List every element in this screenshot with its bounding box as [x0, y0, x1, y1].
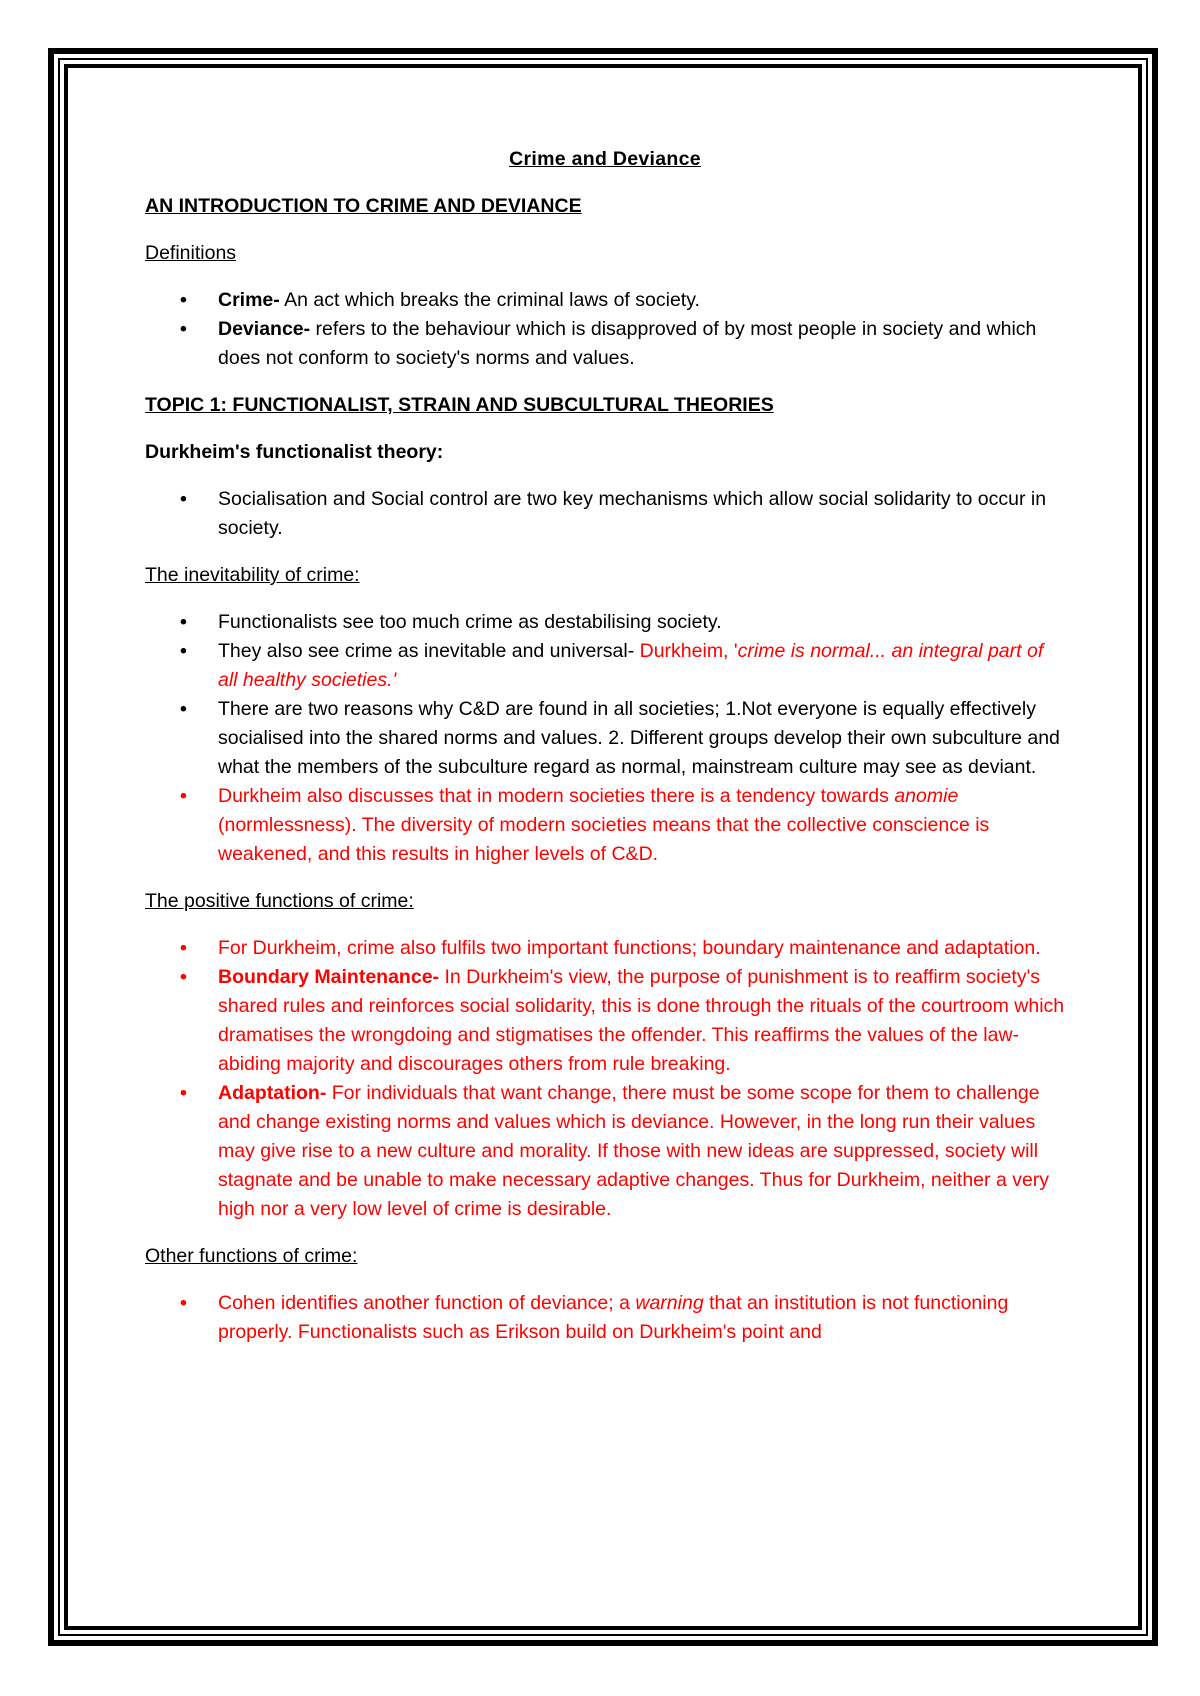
warning-term: warning: [635, 1292, 704, 1314]
list-item: • Socialisation and Social control are two key mechanisms which allow social solidarity to occur in society.: [145, 485, 1065, 543]
definitions-list: [145, 286, 1065, 373]
durkheim-points-list: [145, 485, 1065, 543]
inline-text: that an institution is not functioning properly. Functionalists such as Erikson build on Durkheim's point and: [218, 1292, 1009, 1343]
inline-text: They also see crime as inevitable and universal-: [218, 640, 640, 662]
definition-term: Crime-: [218, 289, 280, 311]
other-functions-label: Other functions of crime:: [145, 1245, 358, 1267]
definition-term: Deviance-: [218, 318, 311, 340]
topic1-heading: TOPIC 1: FUNCTIONALIST, STRAIN AND SUBCULTURAL THEORIES: [145, 394, 774, 416]
list-item-cohen: [145, 1289, 1065, 1347]
inline-text: In Durkheim's view, the purpose of punishment is to reaffirm society's shared rules and reinforces social solidarity, this is done through the rituals of the courtroom which dramatises the wrongdoing and stigmatises the offender. This reaffirms the values of the law-abiding majority and discourages others from rule breaking.: [218, 966, 1065, 1075]
document-body: [145, 145, 1065, 1365]
other-functions-list: [145, 1289, 1065, 1347]
inline-text: (normlessness). The diversity of modern societies means that the collective conscience is weakened, and this results in higher levels of C&D.: [218, 814, 990, 865]
list-item-adaptation: [145, 1079, 1065, 1224]
inevitability-list: [145, 608, 1065, 869]
document-title: Crime and Deviance: [509, 148, 701, 170]
positive-functions-list: [145, 934, 1065, 1224]
definition-text: refers to the behaviour which is disapproved of by most people in society and which does not conform to society's norms and values.: [218, 318, 1037, 369]
definition-item-crime: [145, 286, 1065, 315]
list-item-anomie: [145, 782, 1065, 869]
positive-functions-label: The positive functions of crime:: [145, 890, 414, 912]
quote-attribution: Durkheim, ': [639, 640, 738, 662]
durkheim-quote: crime is normal... an integral part of all healthy societies.': [218, 640, 1044, 691]
list-item-boundary-maintenance: [145, 963, 1065, 1079]
durkheim-heading: Durkheim's functionalist theory:: [145, 441, 444, 463]
list-item: • For Durkheim, crime also fulfils two important functions; boundary maintenance and adaptation.: [145, 934, 1065, 963]
definition-text: An act which breaks the criminal laws of society.: [279, 289, 700, 311]
list-item: • There are two reasons why C&D are found in all societies; 1.Not everyone is equally effectively socialised into the shared norms and values. 2. Different groups develop their own subculture and what the members of the subculture regard as normal, mainstream culture may see as deviant.: [145, 695, 1065, 782]
anomie-term: anomie: [894, 785, 959, 807]
inline-text: Durkheim also discusses that in modern societies there is a tendency towards: [218, 785, 895, 807]
definition-item-deviance: [145, 315, 1065, 373]
list-item: • Functionalists see too much crime as destabilising society.: [145, 608, 1065, 637]
list-item: [145, 637, 1065, 695]
inevitability-label: The inevitability of crime:: [145, 564, 360, 586]
definitions-label: Definitions: [145, 242, 237, 264]
inline-text: Cohen identifies another function of deviance; a: [218, 1292, 636, 1314]
adaptation-term: Adaptation-: [218, 1082, 327, 1104]
intro-heading: AN INTRODUCTION TO CRIME AND DEVIANCE: [145, 195, 582, 217]
inline-text: For individuals that want change, there must be some scope for them to challenge and change existing norms and values which is deviance. However, in the long run their values may give rise to a new culture and morality. If those with new ideas are suppressed, society will stagnate and be unable to make necessary adaptive changes. Thus for Durkheim, neither a very high nor a very low level of crime is desirable.: [218, 1082, 1050, 1220]
boundary-maintenance-term: Boundary Maintenance-: [218, 966, 440, 988]
